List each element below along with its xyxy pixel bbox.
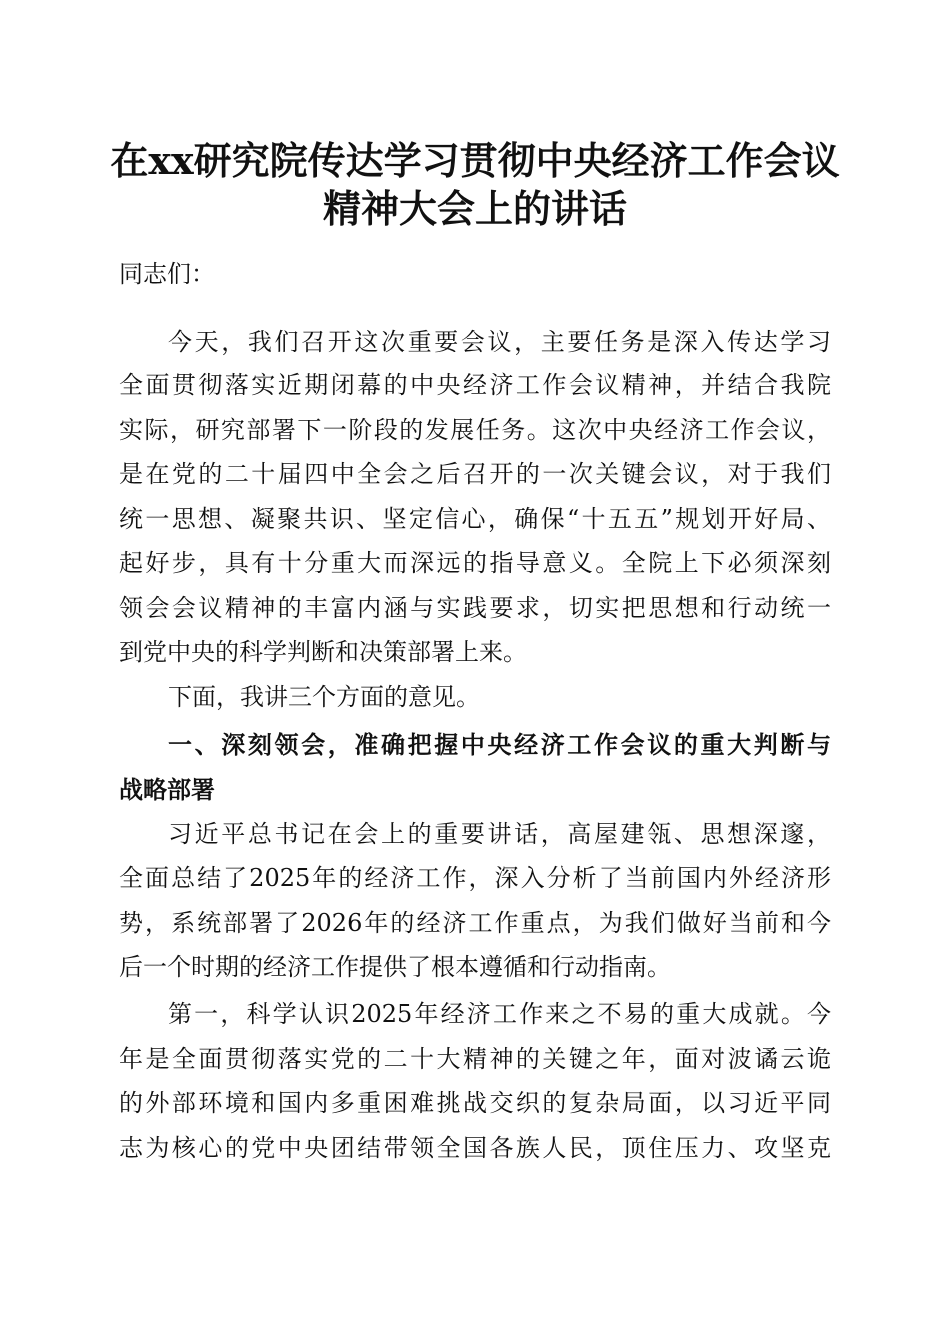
section-heading: 战略部署 xyxy=(119,776,215,804)
paragraph-line: 全面总结了2025年的经济工作，深入分析了当前国内外经济形 xyxy=(119,864,831,892)
document-title-line-1: 在xx研究院传达学习贯彻中央经济工作会议 xyxy=(110,138,840,183)
paragraph-line: 习近平总书记在会上的重要讲话，高屋建瓴、思想深邃， xyxy=(168,820,831,848)
paragraph-line: 年是全面贯彻落实党的二十大精神的关键之年，面对波谲云诡 xyxy=(119,1045,831,1073)
paragraph-line: 统一思想、凝聚共识、坚定信心，确保“十五五”规划开好局、 xyxy=(119,505,831,533)
paragraph-line: 志为核心的党中央团结带领全国各族人民，顶住压力、攻坚克 xyxy=(119,1134,831,1162)
paragraph-line: 实际，研究部署下一阶段的发展任务。这次中央经济工作会议， xyxy=(119,416,831,444)
paragraph-line: 势，系统部署了2026年的经济工作重点，为我们做好当前和今 xyxy=(119,909,831,937)
paragraph-line: 下面，我讲三个方面的意见。 xyxy=(168,683,480,711)
paragraph-line: 是在党的二十届四中全会之后召开的一次关键会议，对于我们 xyxy=(119,460,831,488)
paragraph-line: 全面贯彻落实近期闭幕的中央经济工作会议精神，并结合我院 xyxy=(119,371,831,399)
salutation: 同志们： xyxy=(119,260,215,288)
paragraph-line: 后一个时期的经济工作提供了根本遵循和行动指南。 xyxy=(119,953,671,981)
paragraph-line: 今天，我们召开这次重要会议，主要任务是深入传达学习 xyxy=(168,328,831,356)
section-heading: 一、深刻领会，准确把握中央经济工作会议的重大判断与 xyxy=(168,731,831,759)
paragraph-line: 第一，科学认识2025年经济工作来之不易的重大成就。今 xyxy=(168,1000,831,1028)
paragraph-line: 起好步，具有十分重大而深远的指导意义。全院上下必须深刻 xyxy=(119,549,831,577)
paragraph-line: 领会会议精神的丰富内涵与实践要求，切实把思想和行动统一 xyxy=(119,594,831,622)
paragraph-line: 的外部环境和国内多重困难挑战交织的复杂局面，以习近平同 xyxy=(119,1089,831,1117)
paragraph-line: 到党中央的科学判断和决策部署上来。 xyxy=(119,638,527,666)
document-title-line-2: 精神大会上的讲话 xyxy=(322,186,627,231)
